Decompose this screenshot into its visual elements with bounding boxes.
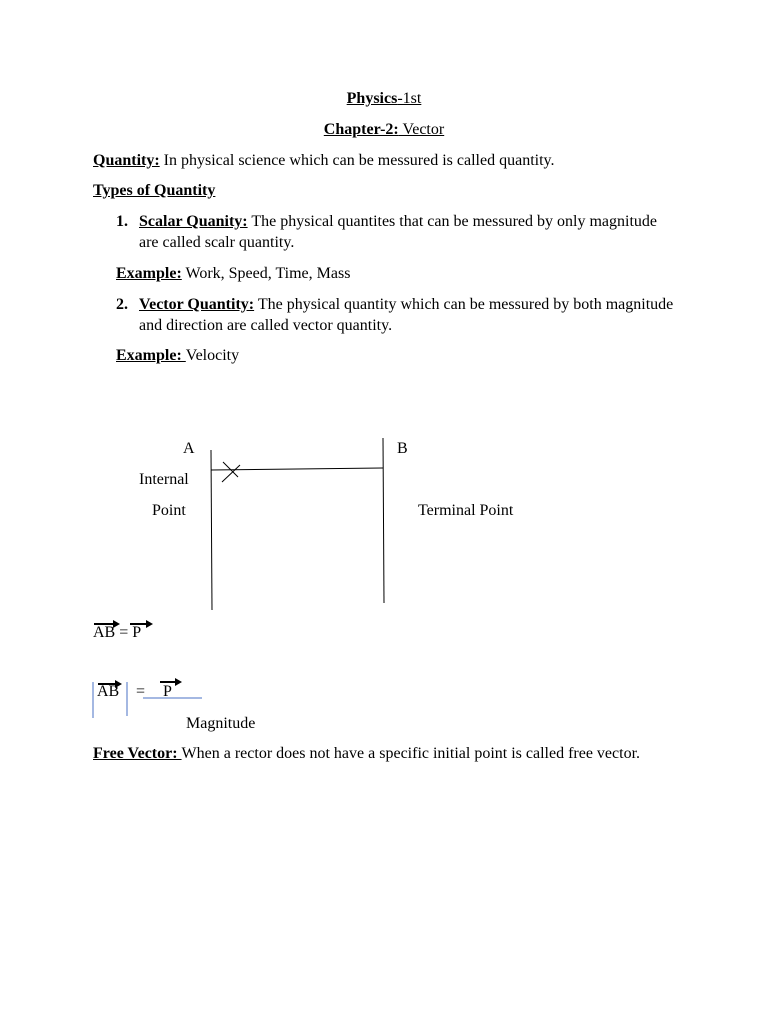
magnitude-equals: = [136,683,146,700]
terminal-point-label: Terminal Point [418,502,514,519]
internal-point-label: Point [152,502,186,519]
arrowhead-icon [175,678,182,686]
subject-suffix: -1st [397,90,422,107]
vector-example-text: Velocity [185,347,240,364]
vector-text: The physical quantity which can be messured by both magnitude and direction are called vector quantity. [139,296,674,334]
vector-label: Vector Quantity: [139,296,255,313]
chapter-label: Chapter-2: [323,121,399,138]
point-a-label: A [183,440,195,457]
equation-left: AB [93,624,116,641]
point-b-label: B [397,440,408,457]
initial-vertical-line [211,450,212,610]
list-number: 1. [116,213,128,230]
list-number: 2. [116,296,128,313]
free-vector-label: Free Vector: [93,745,182,762]
vector-equation [93,622,141,643]
free-vector-text: When a rector does not have a specific initial point is called free vector. [181,745,641,762]
scalar-example-label: Example: [116,265,182,282]
chapter-name: Vector [398,121,445,138]
vector-example-label: Example: [116,347,186,364]
magnitude-caption: Magnitude [186,715,256,732]
quantity-label: Quantity: [93,152,160,169]
scalar-text: The physical quantites that can be messured by only magnitude are called scalr quantity. [139,213,657,251]
types-heading: Types of Quantity [93,182,216,199]
scalar-label: Scalar Quanity: [139,213,248,230]
terminal-vertical-line [383,438,384,603]
magnitude-left: AB [97,683,120,700]
free-vector-definition [93,743,683,764]
equation-equals: = [115,624,133,641]
equation-right: P [132,624,142,641]
scalar-example-text: Work, Speed, Time, Mass [181,265,351,282]
subject-label: Physics [346,90,398,107]
internal-label: Internal [139,471,189,488]
arrowhead-icon [146,620,153,628]
cross-mark [222,465,240,482]
quantity-text: In physical science which can be messured is called quantity. [159,152,555,169]
magnitude-right: P [163,683,172,700]
